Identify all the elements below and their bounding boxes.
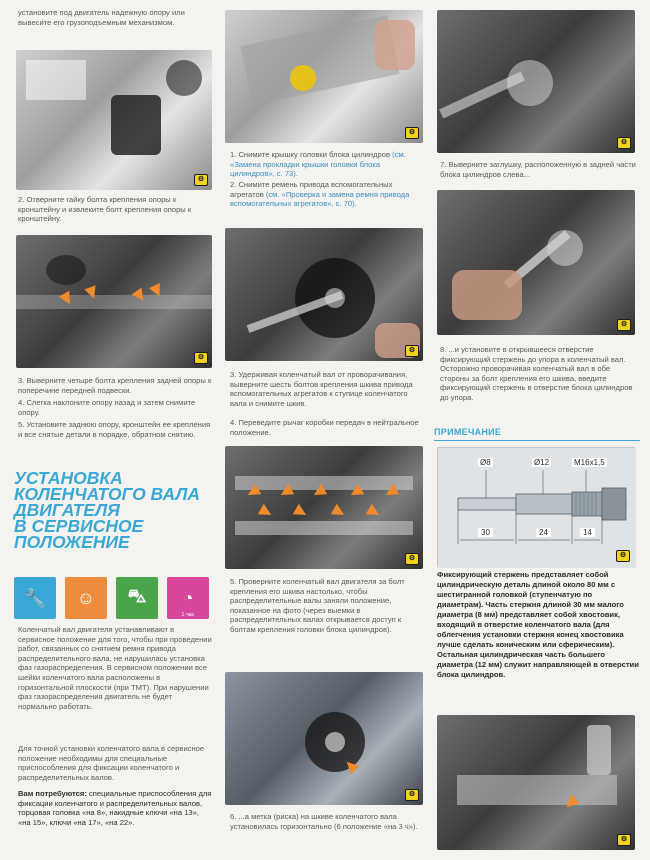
photo-engine-support xyxy=(16,50,212,190)
person-icon: ☺ xyxy=(65,577,107,619)
tool-badge-icon: ⚙ xyxy=(194,352,208,364)
fixing-rod-diagram xyxy=(437,447,635,567)
note-text: Фиксирующий стержень представляет собой цилиндрическую деталь длиной около 80 мм с шестигранной головкой (ступенчатую по диаметрам). Часть стержня длиной 30 мм малого диаметра (8 мм) представляет собой хвостовик, входящий в отверстие коленчатого вала (для облегчения установки стержня конец хвостовика лучше сделать коническим или сферическим). Остальная цилиндрическая часть большего диаметра (12 мм) служит направляющей в отверстии блока цилиндров. xyxy=(437,570,639,679)
step-c3-8-text: 8. ...и установите в открывшееся отверстие фиксирующий стержень до упора в коленчатый вал. Осторожно проворачивая коленчатый вал в обе стороны за болт крепления его шкива, введите фиксирующий стержень в отверстие блока цилиндров до упора. xyxy=(440,345,633,402)
dim-thread-label: M16x1,5 xyxy=(574,458,605,467)
section-para2-text: Для точной установки коленчатого вала в сервисное положение необходимы для специальные приспособления для фиксации коленчатого и распределительных валов. xyxy=(18,744,205,782)
clock-icon: ◔ 1 час xyxy=(167,577,209,619)
dim-30-label: 30 xyxy=(478,528,493,537)
dim-d12-label: Ø12 xyxy=(534,458,550,467)
photo-insert-rod xyxy=(437,190,635,335)
dim-14-label: 14 xyxy=(580,528,595,537)
tool-badge-icon: ⚙ xyxy=(617,834,631,846)
photo-camshafts xyxy=(225,446,423,569)
note-title: ПРИМЕЧАНИЕ xyxy=(434,427,640,441)
photo-block-plug xyxy=(437,10,635,153)
step-3-text: 3. Выверните четыре болта крепления задней опоры к поперечине передней подвески. xyxy=(18,376,212,395)
tool-badge-icon: ⚙ xyxy=(194,174,208,186)
tool-badge-icon: ⚙ xyxy=(405,553,419,565)
photo-cylinder-head-cover xyxy=(225,10,423,143)
arrow-icon xyxy=(258,504,274,520)
step-c3-7-text: 7. Выверните заглушку, расположенную в задней части блока цилиндров слева... xyxy=(440,160,636,179)
step-c2-5-text: 5. Проверните коленчатый вал двигателя за болт крепления его шкива настолько, чтобы распределительные валы заняли положение, показанное на фото (через выемки в распределительных валах открывается доступ к болтам крепления головки блока цилиндров). xyxy=(230,577,405,634)
step-c2-3-text: 3. Удерживая коленчатый вал от проворачивания, выверните шесть болтов крепления шкива привода вспомогательных агрегатов к ступице коленчатого вала и снимите шкив. xyxy=(230,370,413,408)
tool-badge-icon: ⚙ xyxy=(405,127,419,139)
requirements-body: специальные приспособления для фиксации коленчатого и распределительных валов, торцовая головка «на 8», накидные ключи «на 13», «на 15», ключи «на 17», «на 22». xyxy=(18,789,212,827)
step-2-text: 2. Отверните гайку болта крепления опоры к кронштейну и извлеките болт крепления опоры к кронштейну. xyxy=(18,195,192,224)
wrench-icon: 🔧 xyxy=(14,577,56,619)
dim-24-label: 24 xyxy=(536,528,551,537)
requirements-label: Вам потребуются: xyxy=(18,789,87,798)
arrow-icon xyxy=(331,504,347,520)
step-c2-6-text: 6. ...а метка (риска) на шкиве коленчатого вала установилась горизонтально (6 положение «на 3 ч»). xyxy=(230,812,418,831)
photo-installed-rod xyxy=(437,715,635,850)
tool-badge-icon: ⚙ xyxy=(405,345,419,357)
arrow-icon xyxy=(293,504,309,520)
arrow-icon xyxy=(366,504,382,520)
tool-badge-icon: ⚙ xyxy=(617,137,631,149)
car-lift-icon: ⛍ xyxy=(116,577,158,619)
photo-rear-support-bolts xyxy=(16,235,212,368)
step-c2-4-text: 4. Переведите рычаг коробки передач в нейтральное положение. xyxy=(230,418,419,437)
step-4-text: 4. Слегка наклоните опору назад и затем снимите опору. xyxy=(18,398,196,417)
tool-badge-icon: ⚙ xyxy=(616,550,630,562)
photo-crankshaft-mark xyxy=(225,672,423,805)
requirements-text xyxy=(18,789,213,827)
dim-d8-label: Ø8 xyxy=(480,458,491,467)
section-heading: УСТАНОВКА КОЛЕНЧАТОГО ВАЛА ДВИГАТЕЛЯ В СЕРВИСНОЕ ПОЛОЖЕНИЕ xyxy=(14,468,201,552)
tool-badge-icon: ⚙ xyxy=(405,789,419,801)
step-c2-1-text: 1. Снимите крышку головки блока цилиндров (см. «Замена прокладки крышки головки блока цилиндров», с. 73). xyxy=(230,150,406,179)
difficulty-icons xyxy=(14,577,209,619)
tool-badge-icon: ⚙ xyxy=(617,319,631,331)
photo-crankshaft-pulley xyxy=(225,228,423,361)
step-c2-2-text: 2. Снимите ремень привода вспомогательных агрегатов (см. «Проверка и замена ремня привода вспомогательных агрегатов», с. 70). xyxy=(230,180,410,209)
step-intro-text: установите под двигатель надежную опору или вывесите его грузоподъемным механизмом. xyxy=(18,8,185,27)
section-intro-text: Коленчатый вал двигателя устанавливают в сервисное положение для того, чтобы при проведении работ, связанных со снятием ремня привода распределительного вала, не нарушилась установка фаз газораспределения. В сервисном положении все шейки коленчатого вала расположены в горизонтальной плоскости (при ТМТ). При нарушении фаз газораспределения двигатель не будет нормально работать. xyxy=(18,625,212,711)
step-5-text: 5. Установите заднюю опору, кронштейн ее крепления и все снятые детали в порядке, обратном снятию. xyxy=(18,420,211,439)
